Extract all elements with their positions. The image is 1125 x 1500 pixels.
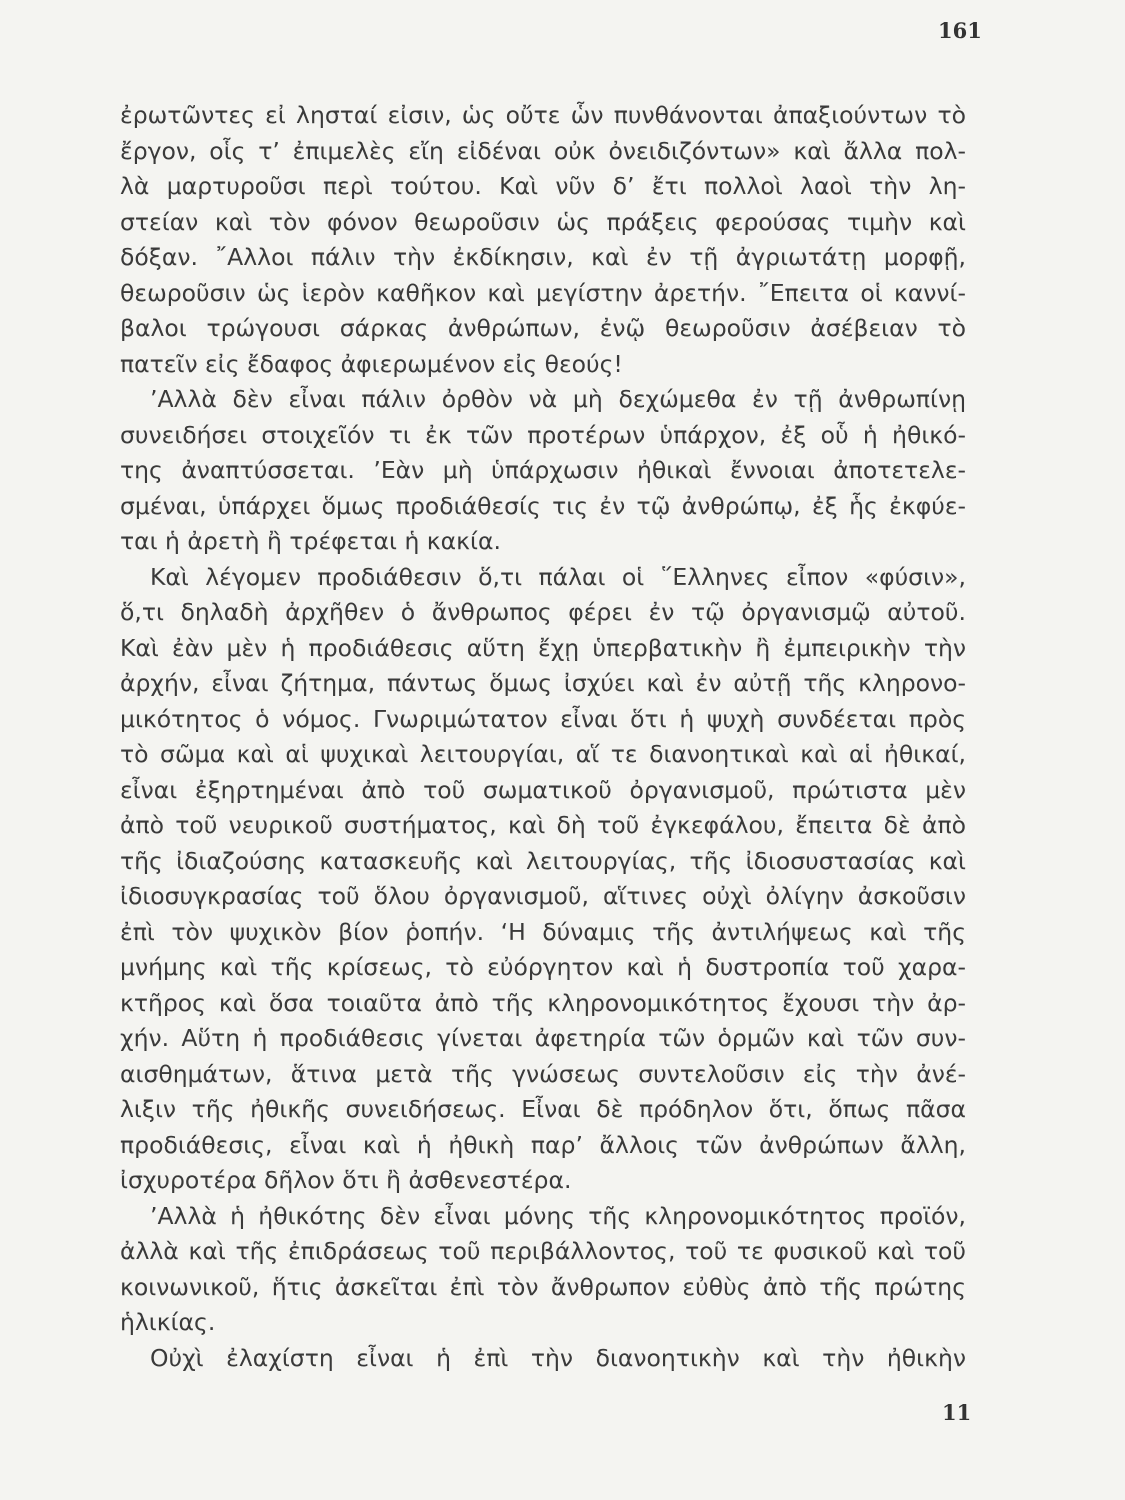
paragraph-start-line: Οὐχὶ ἐλαχίστη εἶναι ἡ ἐπὶ τὴν διανοητικὴν καὶ τὴν ἠθικὴν	[150, 1343, 966, 1372]
text-line: θεωροῦσιν ὡς ἱερὸν καθῆκον καὶ μεγίστην ἀρετήν. ῎Επειτα οἱ καννί-	[120, 278, 966, 307]
text-line: ὅ,τι δηλαδὴ ἀρχῆθεν ὁ ἄνθρωπος φέρει ἐν τῷ ὀργανισμῷ αὐτοῦ.	[120, 598, 966, 626]
text-line: προδιάθεσις, εἶναι καὶ ἡ ἠθικὴ παρ’ ἄλλοις τῶν ἀνθρώπων ἄλλη,	[120, 1130, 966, 1159]
text-line: κτῆρος καὶ ὅσα τοιαῦτα ἀπὸ τῆς κληρονομικότητος ἔχουσι τὴν ἀρ-	[120, 988, 966, 1017]
text-line: ἐρωτῶντες εἰ λησταί εἰσιν, ὡς οὔτε ὧν πυνθάνονται ἀπαξιούντων τὸ	[120, 101, 966, 129]
text-line: της ἀναπτύσσεται. ’Εὰν μὴ ὑπάρχωσιν ἠθικαὶ ἔννοιαι ἀποτετελε-	[120, 456, 966, 484]
text-line: ἀπὸ τοῦ νευρικοῦ συστήματος, καὶ δὴ τοῦ ἐγκεφάλου, ἔπειτα δὲ ἀπὸ	[120, 811, 966, 839]
text-line: στείαν καὶ τὸν φόνον θεωροῦσιν ὡς πράξεις φερούσας τιμὴν καὶ	[120, 207, 966, 236]
text-line: μνήμης καὶ τῆς κρίσεως, τὸ εὐόργητον καὶ ἡ δυστροπία τοῦ χαρα-	[120, 953, 966, 981]
text-line: χήν. Αὕτη ἡ προδιάθεσις γίνεται ἀφετηρία τῶν ὁρμῶν καὶ τῶν συν-	[120, 1024, 966, 1052]
text-line: αισθημάτων, ἅτινα μετὰ τῆς γνώσεως συντελοῦσιν εἰς τὴν ἀνέ-	[120, 1059, 966, 1088]
text-line: συνειδήσει στοιχεῖόν τι ἐκ τῶν προτέρων ὑπάρχον, ἐξ οὗ ἡ ἠθικό-	[120, 420, 966, 449]
text-line: ἔργον, οἷς τ’ ἐπιμελὲς εἴη εἰδέναι οὐκ ὀνειδιζόντων» καὶ ἄλλα πολ-	[120, 136, 966, 165]
text-line: βαλοι τρώγουσι σάρκας ἀνθρώπων, ἐνῷ θεωροῦσιν ἀσέβειαν τὸ	[120, 314, 966, 342]
text-line: δόξαν. ῎Αλλοι πάλιν τὴν ἐκδίκησιν, καὶ ἐν τῇ ἀγριωτάτῃ μορφῇ,	[120, 243, 966, 271]
text-line: ἰσχυροτέρα δῆλον ὅτι ἢ ἀσθενεστέρα.	[120, 1166, 572, 1194]
text-line: εἶναι ἐξηρτημέναι ἀπὸ τοῦ σωματικοῦ ὀργανισμοῦ, πρώτιστα μὲν	[120, 775, 966, 804]
text-line: λὰ μαρτυροῦσι περὶ τούτου. Καὶ νῦν δ’ ἔτι πολλοὶ λαοὶ τὴν λη-	[120, 172, 966, 200]
text-line: μικότητος ὁ νόμος. Γνωριμώτατον εἶναι ὅτι ἡ ψυχὴ συνδέεται πρὸς	[120, 704, 966, 733]
page-number-top: 161	[938, 18, 982, 43]
text-line: τῆς ἰδιαζούσης κατασκευῆς καὶ λειτουργίας, τῆς ἰδιοσυστασίας καὶ	[120, 846, 966, 875]
text-line: ται ἡ ἀρετὴ ἢ τρέφεται ἡ κακία.	[120, 527, 501, 555]
paragraph-start-line: ’Αλλὰ ἡ ἠθικότης δὲν εἶναι μόνης τῆς κληρονομικότητος προϊόν,	[150, 1201, 966, 1230]
text-line: κοινωνικοῦ, ἥτις ἀσκεῖται ἐπὶ τὸν ἄνθρωπον εὐθὺς ἀπὸ τῆς πρώτης	[120, 1272, 966, 1301]
paragraph-start-line: Καὶ λέγομεν προδιάθεσιν ὅ,τι πάλαι οἱ ῞Ελληνες εἶπον «φύσιν»,	[150, 562, 966, 591]
signature-mark: 11	[942, 1400, 972, 1425]
page-body-text	[120, 98, 966, 1376]
text-line: πατεῖν εἰς ἔδαφος ἀφιερωμένον εἰς θεούς!	[120, 349, 623, 378]
text-line: ἐπὶ τὸν ψυχικὸν βίον ῥοπήν. ‘Η δύναμις τῆς ἀντιλήψεως καὶ τῆς	[120, 917, 966, 946]
text-line: ἀλλὰ καὶ τῆς ἐπιδράσεως τοῦ περιβάλλοντος, τοῦ τε φυσικοῦ καὶ τοῦ	[120, 1237, 966, 1265]
text-line: τὸ σῶμα καὶ αἱ ψυχικαὶ λειτουργίαι, αἵ τε διανοητικαὶ καὶ αἱ ἠθικαί,	[120, 740, 966, 768]
text-line: ἡλικίας.	[120, 1308, 216, 1336]
text-line: Καὶ ἐὰν μὲν ἡ προδιάθεσις αὕτη ἔχῃ ὑπερβατικὴν ἢ ἐμπειρικὴν τὴν	[120, 633, 966, 662]
text-line: λιξιν τῆς ἠθικῆς συνειδήσεως. Εἶναι δὲ πρόδηλον ὅτι, ὅπως πᾶσα	[120, 1095, 966, 1123]
text-line: ἰδιοσυγκρασίας τοῦ ὅλου ὀργανισμοῦ, αἵτινες οὐχὶ ὀλίγην ἀσκοῦσιν	[120, 882, 966, 910]
text-line: ἀρχήν, εἶναι ζήτημα, πάντως ὅμως ἰσχύει καὶ ἐν αὐτῇ τῆς κληρονο-	[120, 669, 966, 697]
paragraph-start-line: ’Αλλὰ δὲν εἶναι πάλιν ὀρθὸν νὰ μὴ δεχώμεθα ἐν τῇ ἀνθρωπίνῃ	[150, 385, 966, 413]
text-line: σμέναι, ὑπάρχει ὅμως προδιάθεσίς τις ἐν τῷ ἀνθρώπῳ, ἐξ ἧς ἐκφύε-	[120, 491, 966, 520]
